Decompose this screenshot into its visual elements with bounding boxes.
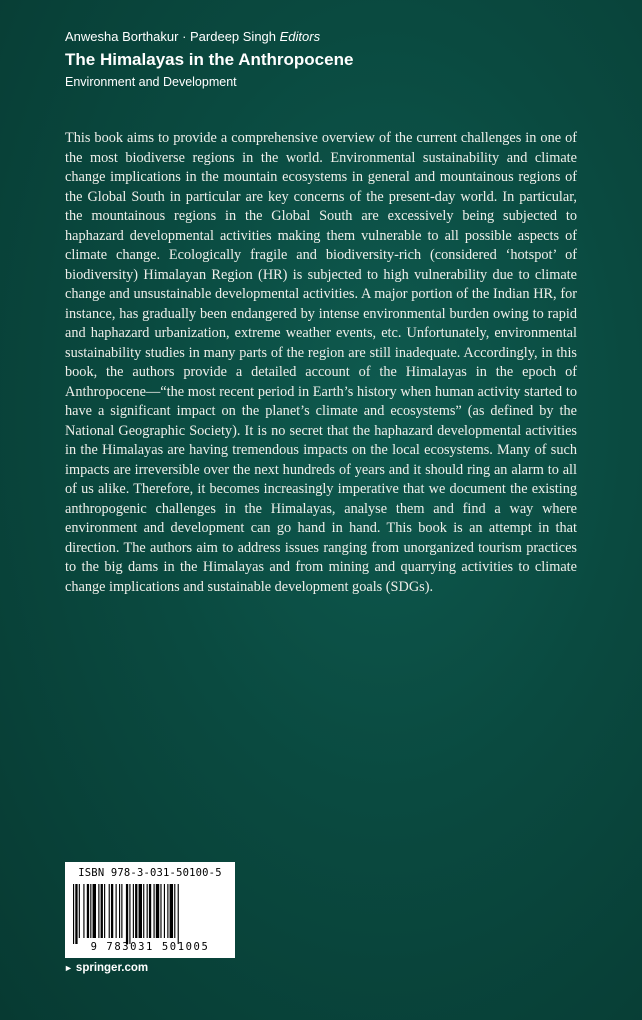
barcode-bar — [129, 884, 130, 944]
barcode-bar — [174, 884, 175, 938]
barcode-bar — [73, 884, 74, 944]
book-title: The Himalayas in the Anthropocene — [65, 50, 354, 69]
barcode-bar — [149, 884, 151, 938]
barcode-bar — [126, 884, 128, 944]
editors-names: Anwesha Borthakur · Pardeep Singh — [65, 29, 277, 44]
barcode-bar — [139, 884, 142, 938]
barcode-bar — [93, 884, 96, 938]
barcode-bar — [104, 884, 105, 938]
barcode-bar — [111, 884, 113, 938]
springer-link-label: springer.com — [75, 962, 149, 974]
editors-line — [65, 28, 605, 46]
barcode-bar — [167, 884, 168, 938]
barcode-bar — [170, 884, 173, 938]
barcode-bar — [119, 884, 120, 938]
springer-link[interactable] — [64, 962, 148, 974]
barcode-bar — [121, 884, 122, 938]
header — [65, 28, 605, 90]
book-subtitle: Environment and Development — [65, 75, 237, 89]
barcode-box — [65, 862, 235, 958]
barcode-bar — [164, 884, 165, 938]
barcode-bars — [71, 884, 229, 948]
blurb-text: This book aims to provide a comprehensive overview of the current challenges in one of the most biodiverse regions in the world. Environmental sustainability and climate change implications in the mountain ecosystems in general and mountainous regions of the Global South in particular are key concerns of the present-day world. In particular, the mountainous regions in the Global South are excessively being subjected to haphazard developmental activities making them vulnerable to all possible aspects of climate change. Ecologically fragile and biodiversity-rich (considered ‘hotspot’ of biodiversity) Himalayan Region (HR) is subjected to high vulnerability due to climate change and unsustainable developmental activities. A major portion of the Indian HR, for instance, has gradually been endangered by intense environmental burden owing to rapid and haphazard urbanization, extreme weather events, etc. Unfortunately, environmental sustainability studies in many parts of the region are still inadequate. Accordingly, in this book, the authors provide a detailed account of the Himalayas in the epoch of Anthropocene—“the most recent period in Earth’s history when human activity started to have a significant impact on the planet’s climate and ecosystems” (as defined by the National Geographic Society). It is no secret that the haphazard developmental activities in the Himalayas are having tremendous impacts on the local ecosystems. Many of such impacts are irreversible over the next hundreds of years and it should ring an alarm to all of us alike. Therefore, it becomes increasingly imperative that we document the existing anthropogenic challenges in the Himalayas, analyse them and find a way where environment and development can go hand in hand. This book is an attempt in that direction. The authors aim to address issues ranging from unorganized tourism practices to the big dams in the Himalayas and from mining and quarrying activities to climate change implications and sustainable development goals (SDGs). — [65, 130, 577, 595]
isbn-label: ISBN 978-3-031-50100-5 — [78, 867, 222, 879]
barcode-bar — [154, 884, 155, 938]
barcode-bar — [133, 884, 134, 938]
barcode-bar — [79, 884, 80, 938]
arrow-icon: ► — [64, 963, 73, 973]
barcode-bar — [156, 884, 159, 938]
barcode-bar — [143, 884, 144, 938]
barcode-bar — [178, 884, 179, 944]
barcode-bar — [116, 884, 117, 938]
barcode-bar — [87, 884, 89, 938]
barcode-bar — [135, 884, 137, 938]
editors-role: Editors — [279, 29, 321, 44]
barcode-bar — [75, 884, 77, 944]
barcode-bar — [83, 884, 84, 938]
barcode-digits: 9 783031 501005 — [90, 941, 210, 953]
barcode-bar — [160, 884, 161, 938]
barcode-bar — [109, 884, 110, 938]
barcode-bar — [90, 884, 91, 938]
barcode-bar — [147, 884, 148, 938]
barcode-bar — [101, 884, 103, 938]
barcode-bar — [98, 884, 99, 938]
